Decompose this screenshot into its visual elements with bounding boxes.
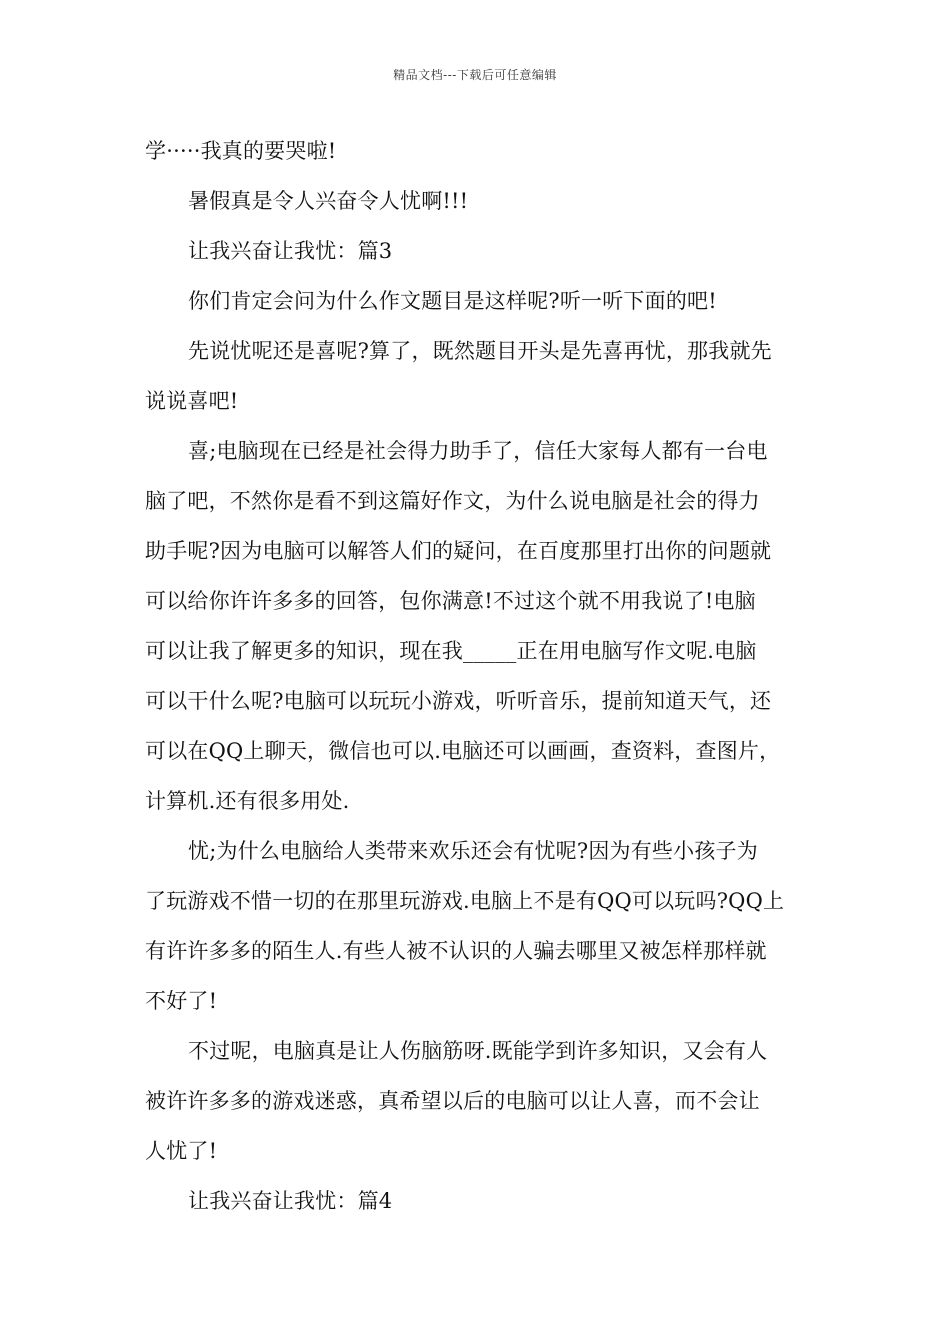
text-line: 忧;为什么电脑给人类带来欢乐还会有忧呢?因为有些小孩子为 — [188, 839, 758, 863]
text-line: 人忧了! — [145, 1139, 218, 1163]
text-line: 计算机.还有很多用处. — [145, 789, 350, 813]
text-line: 脑了吧，不然你是看不到这篇好作文，为什么说电脑是社会的得力 — [145, 489, 760, 513]
text-line: 被许许多多的游戏迷惑，真希望以后的电脑可以让人喜，而不会让 — [145, 1089, 760, 1113]
text-line: 说说喜吧! — [145, 389, 239, 413]
text-line: 学·····我真的要哭啦! — [145, 139, 337, 163]
text-line: 暑假真是令人兴奋令人忧啊!!! — [188, 189, 469, 213]
text-line: 你们肯定会问为什么作文题目是这样呢?听一听下面的吧! — [188, 289, 717, 313]
text-line: 可以在QQ上聊天，微信也可以.电脑还可以画画，查资料，查图片， — [145, 739, 781, 763]
text-line: 可以干什么呢?电脑可以玩玩小游戏，听听音乐，提前知道天气，还 — [145, 689, 772, 713]
section-title: 让我兴奋让我忧：篇3 — [188, 239, 393, 263]
page-header: 精品文档---下载后可任意编辑 — [393, 68, 557, 82]
text-line: 先说忧呢还是喜呢?算了，既然题目开头是先喜再忧，那我就先 — [188, 339, 772, 363]
text-line: 可以让我了解更多的知识，现在我_____正在用电脑写作文呢.电脑 — [145, 639, 757, 663]
section-title: 让我兴奋让我忧：篇4 — [188, 1189, 393, 1213]
document-body — [145, 126, 825, 1226]
text-line: 不过呢，电脑真是让人伤脑筋呀.既能学到许多知识，又会有人 — [188, 1039, 768, 1063]
text-line: 助手呢?因为电脑可以解答人们的疑问，在百度那里打出你的问题就 — [145, 539, 772, 563]
text-line: 喜;电脑现在已经是社会得力助手了，信任大家每人都有一台电 — [188, 439, 768, 463]
text-line: 了玩游戏不惜一切的在那里玩游戏.电脑上不是有QQ可以玩吗?QQ上 — [145, 889, 785, 913]
text-line: 有许许多多的陌生人.有些人被不认识的人骗去哪里又被怎样那样就 — [145, 939, 767, 963]
text-line: 可以给你许许多多的回答，包你满意!不过这个就不用我说了!电脑 — [145, 589, 756, 613]
text-line: 不好了! — [145, 989, 218, 1013]
